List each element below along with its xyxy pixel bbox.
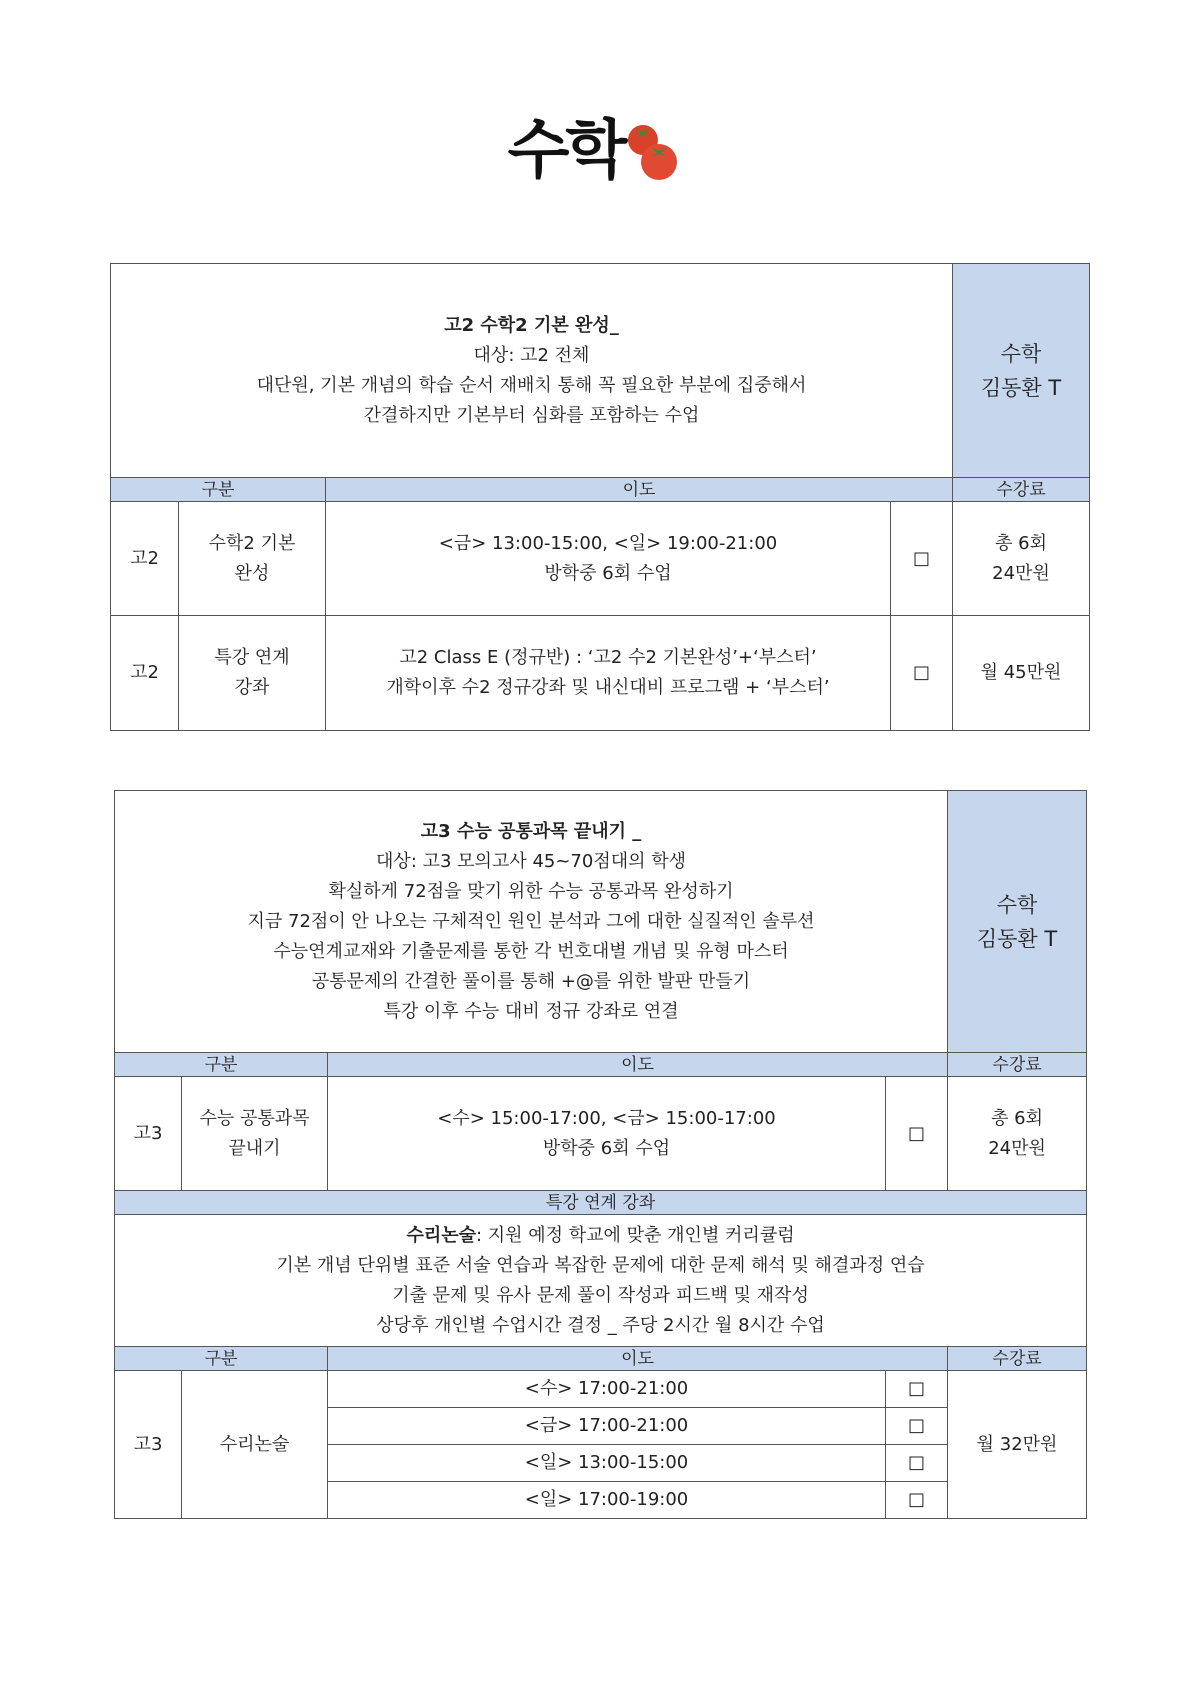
checkbox-icon[interactable]: □	[886, 1371, 948, 1408]
fee-line: 총 6회	[991, 1107, 1044, 1129]
teacher-name: 김동환 T	[976, 926, 1058, 951]
course-name-line: 강좌	[234, 677, 270, 698]
slot-schedule: <일> 17:00-19:00	[328, 1482, 886, 1519]
page-header	[0, 114, 1191, 188]
schedule-line: <수> 15:00-17:00, <금> 15:00-17:00	[437, 1107, 776, 1129]
page-title-block	[507, 114, 684, 188]
course-name-line: 수능 공통과목	[199, 1107, 310, 1129]
checkbox-icon[interactable]: □	[886, 1077, 948, 1191]
header-schedule: 이도	[328, 1347, 948, 1371]
course2-table	[114, 790, 1087, 1519]
course-name-line: 특강 연계	[214, 647, 290, 668]
special-intro-line: 기출 문제 및 유사 문제 풀이 작성과 피드백 및 재작성	[392, 1284, 809, 1306]
row-fee	[953, 502, 1090, 616]
checkbox-icon[interactable]: □	[891, 616, 953, 731]
course2-desc-line: 특강 이후 수능 대비 정규 강좌로 연결	[383, 1000, 679, 1022]
schedule-line: 방학중 6회 수업	[542, 1137, 671, 1159]
header-category: 구분	[115, 1053, 328, 1077]
table-row	[115, 1077, 1087, 1191]
slot-schedule: <금> 17:00-21:00	[328, 1408, 886, 1445]
table-row	[111, 616, 1090, 731]
course2-teacher	[948, 791, 1087, 1053]
header-category: 구분	[111, 478, 326, 502]
row-fee	[948, 1077, 1087, 1191]
course1-description	[111, 264, 953, 478]
table-row	[115, 1371, 1087, 1408]
header-fee: 수강료	[953, 478, 1090, 502]
row-fee: 월 45만원	[953, 616, 1090, 731]
teacher-subject: 수학	[1000, 341, 1042, 366]
course2-desc-line: 확실하게 72점을 맞기 위한 수능 공통과목 완성하기	[328, 880, 734, 902]
special-intro-rest: : 지원 예정 학교에 맞춘 개인별 커리큘럼	[476, 1224, 795, 1246]
special-intro-bold: 수리논술	[406, 1224, 476, 1246]
course-name-line: 완성	[234, 562, 270, 584]
row-grade: 고2	[111, 616, 179, 731]
course2-title: 고3 수능 공통과목 끝내기 _	[420, 820, 642, 842]
schedule-line: 고2 Class E (정규반) : ‘고2 수2 기본완성’+‘부스터’	[399, 647, 817, 668]
course1-teacher	[953, 264, 1090, 478]
slot-schedule: <수> 17:00-21:00	[328, 1371, 886, 1408]
course1-table	[110, 263, 1090, 731]
row-course-name	[179, 616, 326, 731]
schedule-line: <금> 13:00-15:00, <일> 19:00-21:00	[438, 532, 778, 554]
header-category: 구분	[115, 1347, 328, 1371]
course-name-line: 수학2 기본	[208, 532, 296, 554]
teacher-name: 김동환 T	[980, 375, 1062, 400]
course-name-line: 끝내기	[228, 1137, 281, 1159]
fee-line: 24만원	[992, 562, 1050, 584]
special-intro-line: 기본 개념 단위별 표준 서술 연습과 복잡한 문제에 대한 문제 해석 및 해결과정 연습	[276, 1254, 925, 1276]
row-course-name: 수리논술	[182, 1371, 328, 1519]
special-intro-line	[115, 1221, 1086, 1251]
special-course-header: 특강 연계 강좌	[115, 1191, 1087, 1215]
course2-desc-line: 지금 72점이 안 나오는 구체적인 원인 분석과 그에 대한 실질적인 솔루션	[247, 910, 815, 932]
row-schedule	[326, 616, 891, 731]
schedule-line: 개학이후 수2 정규강좌 및 내신대비 프로그램 + ‘부스터’	[386, 677, 830, 698]
row-schedule	[326, 502, 891, 616]
table-row	[111, 502, 1090, 616]
row-grade: 고3	[115, 1371, 182, 1519]
special-course-description	[115, 1215, 1087, 1347]
page-title: 수학	[507, 114, 624, 188]
slot-schedule: <일> 13:00-15:00	[328, 1445, 886, 1482]
header-schedule: 이도	[326, 478, 953, 502]
course1-desc-line: 대상: 고2 전체	[473, 344, 590, 366]
course2-desc-line: 수능연계교재와 기출문제를 통한 각 번호대별 개념 및 유형 마스터	[273, 940, 789, 962]
row-grade: 고2	[111, 502, 179, 616]
row-course-name	[182, 1077, 328, 1191]
checkbox-icon[interactable]: □	[886, 1445, 948, 1482]
course2-description	[115, 791, 948, 1053]
header-fee: 수강료	[948, 1053, 1087, 1077]
fee-line: 24만원	[988, 1137, 1046, 1159]
row-fee: 월 32만원	[948, 1371, 1087, 1519]
tomatoes-icon	[623, 118, 683, 184]
checkbox-icon[interactable]: □	[886, 1408, 948, 1445]
course1-title: 고2 수학2 기본 완성_	[444, 314, 619, 336]
fee-line: 총 6회	[995, 532, 1047, 554]
row-grade: 고3	[115, 1077, 182, 1191]
header-fee: 수강료	[948, 1347, 1087, 1371]
special-intro-line: 상당후 개인별 수업시간 결정 _ 주당 2시간 월 8시간 수업	[376, 1314, 825, 1336]
header-schedule: 이도	[328, 1053, 948, 1077]
row-schedule	[328, 1077, 886, 1191]
course2-desc-line: 공통문제의 간결한 풀이를 통해 +@를 위한 발판 만들기	[311, 970, 751, 992]
checkbox-icon[interactable]: □	[891, 502, 953, 616]
teacher-subject: 수학	[996, 892, 1038, 917]
course1-desc-line: 대단원, 기본 개념의 학습 순서 재배치 통해 꼭 필요한 부분에 집중해서	[256, 374, 807, 396]
course1-desc-line: 간결하지만 기본부터 심화를 포함하는 수업	[363, 404, 700, 426]
row-course-name	[179, 502, 326, 616]
schedule-line: 방학중 6회 수업	[544, 562, 672, 584]
course2-desc-line: 대상: 고3 모의고사 45~70점대의 학생	[376, 850, 686, 872]
checkbox-icon[interactable]: □	[886, 1482, 948, 1519]
